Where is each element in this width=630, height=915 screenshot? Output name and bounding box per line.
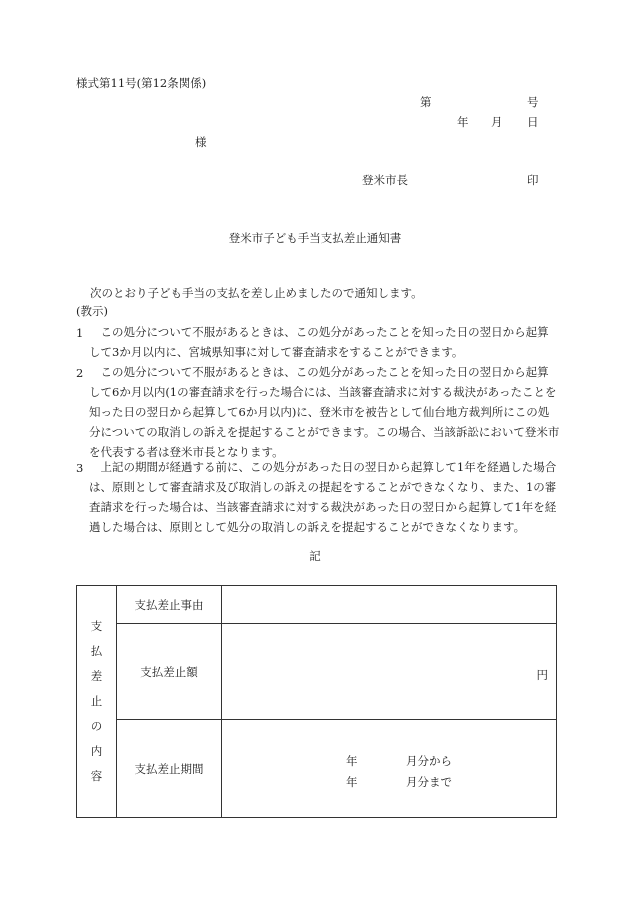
period-from-month: 月分から <box>406 754 452 768</box>
seal-mark: 印 <box>527 173 539 187</box>
reason-row <box>77 586 557 624</box>
form-label: 様式第11号(第12条関係) <box>76 76 207 90</box>
amount-unit: 円 <box>536 668 548 682</box>
reason-value-field[interactable] <box>222 586 557 624</box>
intro-text: 次のとおり子ども手当の支払を差し止めましたので通知します。 <box>90 286 423 300</box>
notice-item-number: 2 <box>76 366 84 380</box>
notice-item-1 <box>76 326 560 362</box>
ki-mark: 記 <box>309 549 321 563</box>
period-to-year: 年 <box>346 775 358 789</box>
period-value-field[interactable] <box>222 720 557 818</box>
suspension-details-table <box>76 585 557 818</box>
amount-row <box>77 624 557 720</box>
document-number-prefix: 第 <box>420 95 432 109</box>
notice-item-2 <box>76 366 560 462</box>
period-from-year: 年 <box>346 754 358 768</box>
document-number-suffix: 号 <box>527 95 539 109</box>
amount-value-field[interactable] <box>222 624 557 720</box>
period-label: 支払差止期間 <box>117 720 222 818</box>
notice-item-text: 上記の期間が経過する前に、この処分があった日の翌日から起算して1年を経過した場合は、原則として審査請求及び取消しの訴えの提起をすることができなくなり、また、1の審査請求を行った場合は、当該審査請求に対する裁決があった日の翌日から起算して1年を経過した場合は、原則として処分の取消しの訴えを提起することができなくなります。 <box>89 460 557 534</box>
date-day-label: 日 <box>527 115 539 129</box>
notice-heading: (教示) <box>76 304 108 318</box>
vertical-heading-text: 支 払 差 止 の 内 容 <box>90 619 103 783</box>
addressee-suffix: 様 <box>195 135 207 149</box>
issuer-name: 登米市長 <box>362 173 408 187</box>
notice-item-text: この処分について不服があるときは、この処分があったことを知った日の翌日から起算して6か月以内(1の審査請求を行った場合には、当該審査請求に対する裁決があったことを知った日の翌日から起算して6か月以内)に、登米市を被告として仙台地方裁判所にこの処分についての取消しの訴えを提起することができます。この場合、当該訴訟において登米市を代表する者は登米市長となります。 <box>89 365 560 459</box>
notice-item-number: 1 <box>76 326 84 340</box>
document-title: 登米市子ども手当支払差止通知書 <box>228 231 402 245</box>
amount-label: 支払差止額 <box>117 624 222 720</box>
notice-item-3 <box>76 461 560 537</box>
period-row <box>77 720 557 818</box>
suspension-content-heading <box>77 586 117 818</box>
date-year-label: 年 <box>457 115 469 129</box>
reason-label: 支払差止事由 <box>117 586 222 624</box>
date-month-label: 月 <box>491 115 503 129</box>
period-to-month: 月分まで <box>406 775 452 789</box>
notice-item-number: 3 <box>76 461 84 475</box>
notice-item-text: この処分について不服があるときは、この処分があったことを知った日の翌日から起算して3か月以内に、宮城県知事に対して審査請求をすることができます。 <box>89 325 549 359</box>
